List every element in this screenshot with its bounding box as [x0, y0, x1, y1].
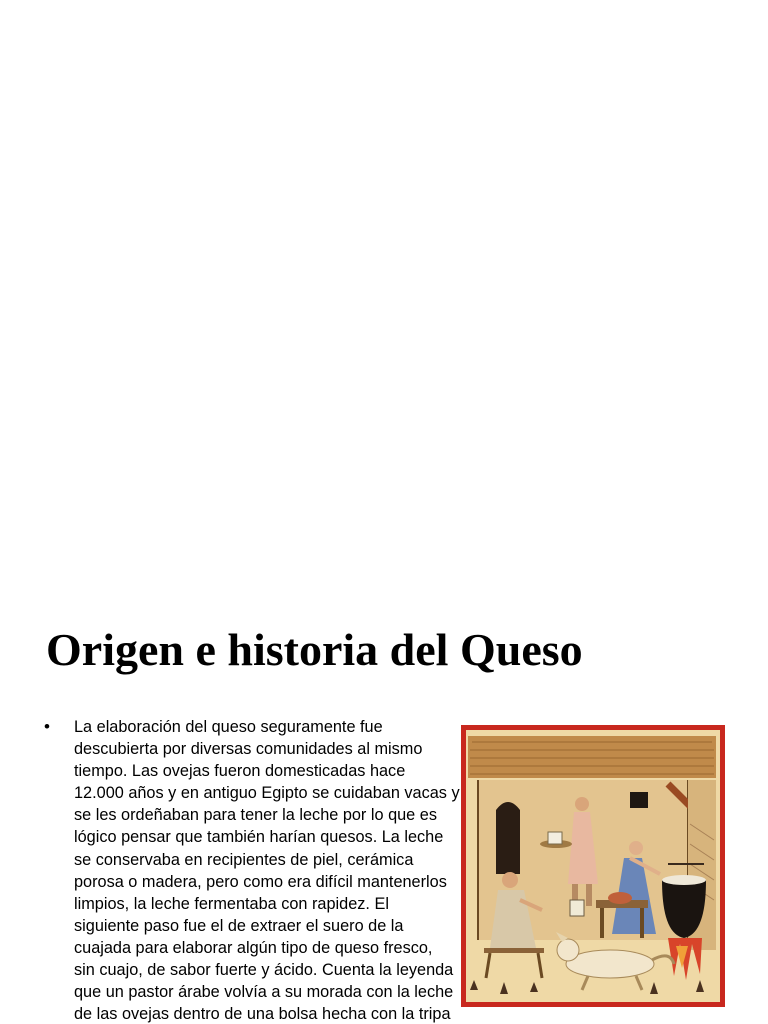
- text-line: tiempo. Las ovejas fueron domesticadas hace: [74, 762, 406, 781]
- text-line: se les ordeñaban para tener la leche por lo que es: [74, 806, 437, 825]
- text-line: se conservaba en recipientes de piel, cerámica: [74, 850, 414, 869]
- bullet-list: [44, 716, 464, 1024]
- text-line: limpios, la leche fermentaba con rapidez. El: [74, 894, 389, 913]
- text-line: sin cuajo, de sabor fuerte y ácido. Cuenta la leyenda: [74, 961, 454, 980]
- doorway: [496, 802, 520, 874]
- text-line: lógico pensar que también harían quesos. La leche: [74, 828, 444, 847]
- text-line: cuajada para elaborar algún tipo de queso fresco,: [74, 938, 433, 957]
- text-line: 12.000 años y en antiguo Egipto se cuidaban vacas y: [74, 784, 460, 803]
- text-line: La elaboración del queso seguramente fue: [74, 718, 383, 736]
- text-line: que un pastor árabe volvía a su morada con la leche: [74, 983, 454, 1002]
- text-line: siguiente paso fue el de extraer el suero de la: [74, 916, 404, 935]
- medieval-cheesemaking-illustration-icon: [460, 724, 726, 1008]
- slide-title: Origen e historia del Queso: [46, 624, 583, 675]
- list-item: [44, 716, 464, 1024]
- text-line: de las ovejas dentro de una bolsa hecha con la tripa: [74, 1005, 451, 1024]
- bullet-marker: •: [44, 717, 50, 736]
- text-line: descubierta por diversas comunidades al mismo: [74, 740, 423, 759]
- text-line: porosa o madera, pero como era difícil mantenerlos: [74, 872, 447, 891]
- window: [630, 792, 648, 808]
- bullet-paragraph: [74, 716, 464, 1024]
